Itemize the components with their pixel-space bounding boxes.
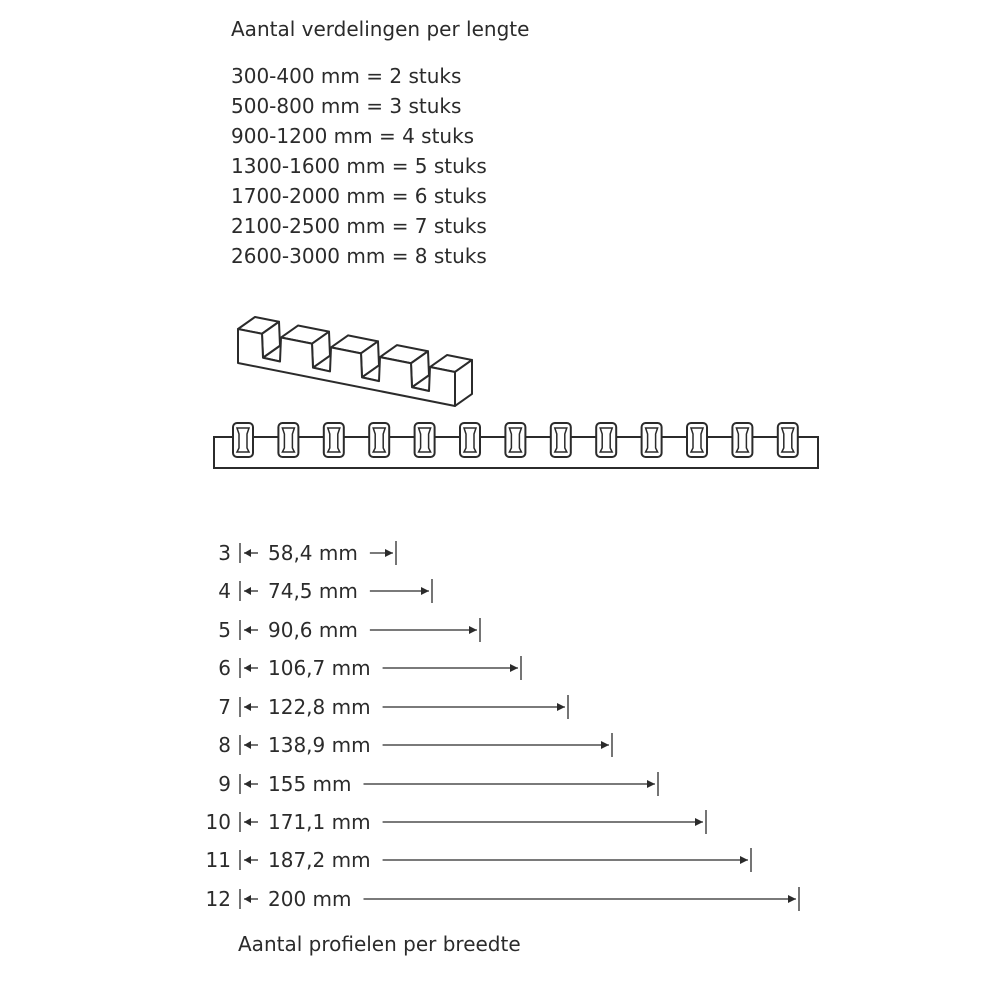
length-row: 2600-3000 mm = 8 stuks	[231, 244, 487, 268]
profile-count: 4	[218, 579, 231, 603]
strip-clip	[369, 423, 389, 457]
dimension-row	[218, 695, 568, 719]
profile-count: 5	[218, 618, 231, 642]
arrowhead-right-icon	[788, 895, 796, 903]
length-row: 2100-2500 mm = 7 stuks	[231, 214, 487, 238]
profile-count: 6	[218, 656, 231, 680]
arrowhead-left-icon	[244, 664, 251, 672]
strip-clip	[596, 423, 616, 457]
strip-clip	[551, 423, 571, 457]
dimension-row	[218, 618, 480, 642]
arrowhead-right-icon	[469, 626, 477, 634]
arrowhead-right-icon	[385, 549, 393, 557]
width-label: 122,8 mm	[268, 695, 371, 719]
length-row: 500-800 mm = 3 stuks	[231, 94, 462, 118]
length-row: 1700-2000 mm = 6 stuks	[231, 184, 487, 208]
arrowhead-left-icon	[244, 626, 251, 634]
profile-count: 10	[205, 810, 231, 834]
widths-caption: Aantal profielen per breedte	[238, 932, 521, 956]
strip-clip	[233, 423, 253, 457]
strip-clip	[278, 423, 298, 457]
arrowhead-left-icon	[244, 703, 251, 711]
arrowhead-left-icon	[244, 587, 251, 595]
dimension-row	[218, 579, 432, 603]
profile-count: 9	[218, 772, 231, 796]
width-label: 155 mm	[268, 772, 352, 796]
length-row: 900-1200 mm = 4 stuks	[231, 124, 475, 148]
strip-clip	[415, 423, 435, 457]
strip-clip	[732, 423, 752, 457]
arrowhead-left-icon	[244, 856, 251, 864]
arrowhead-right-icon	[740, 856, 748, 864]
width-label: 106,7 mm	[268, 656, 371, 680]
width-dimensions	[206, 541, 799, 911]
arrowhead-right-icon	[647, 780, 655, 788]
arrowhead-right-icon	[421, 587, 429, 595]
strip-clip	[324, 423, 344, 457]
width-label: 171,1 mm	[268, 810, 371, 834]
strip-clip	[687, 423, 707, 457]
dimension-row	[218, 772, 658, 796]
strip-clip	[460, 423, 480, 457]
width-label: 187,2 mm	[268, 848, 371, 872]
dimension-row	[218, 733, 612, 757]
divider-block-3d	[238, 317, 472, 406]
arrowhead-right-icon	[510, 664, 518, 672]
profile-count: 11	[205, 848, 231, 872]
profile-count: 8	[218, 733, 231, 757]
profile-count: 7	[218, 695, 231, 719]
width-label: 138,9 mm	[268, 733, 371, 757]
profile-strip	[214, 423, 818, 468]
strip-clip	[642, 423, 662, 457]
arrowhead-left-icon	[244, 895, 251, 903]
arrowhead-right-icon	[601, 741, 609, 749]
arrowhead-left-icon	[244, 741, 251, 749]
arrowhead-right-icon	[557, 703, 565, 711]
width-label: 200 mm	[268, 887, 352, 911]
length-row: 1300-1600 mm = 5 stuks	[231, 154, 487, 178]
arrowhead-right-icon	[695, 818, 703, 826]
profile-count: 12	[205, 887, 231, 911]
dimension-row	[206, 810, 706, 834]
arrowhead-left-icon	[244, 818, 251, 826]
arrowhead-left-icon	[244, 549, 251, 557]
strip-clip	[778, 423, 798, 457]
dimension-row	[218, 656, 521, 680]
width-label: 58,4 mm	[268, 541, 358, 565]
arrowhead-left-icon	[244, 780, 251, 788]
dimension-row	[206, 887, 799, 911]
dimension-row	[218, 541, 396, 565]
strip-clip	[505, 423, 525, 457]
width-label: 90,6 mm	[268, 618, 358, 642]
dimension-row	[206, 848, 751, 872]
length-row: 300-400 mm = 2 stuks	[231, 64, 462, 88]
lengths-title: Aantal verdelingen per lengte	[231, 17, 530, 41]
profile-count: 3	[218, 541, 231, 565]
width-label: 74,5 mm	[268, 579, 358, 603]
